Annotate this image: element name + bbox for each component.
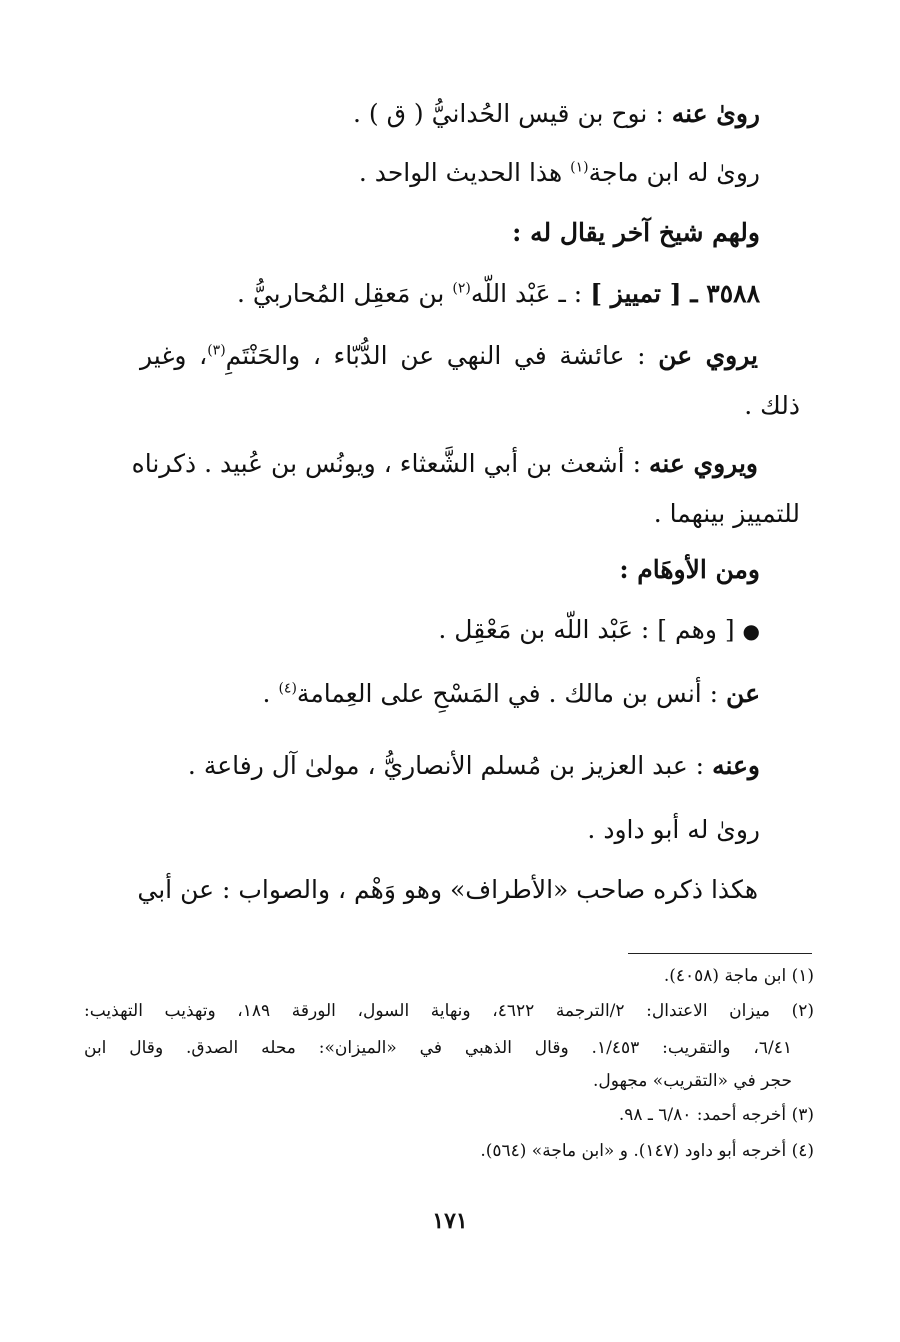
body-line-12 [137, 872, 758, 908]
footnote-text: حجر في «التقريب» مجهول. [592, 1071, 792, 1091]
footnote-text: ميزان الاعتدال: ٢/الترجمة ٤٦٢٢، ونهاية السول، الورقة ١٨٩، وتهذيب التهذيب: [84, 1001, 792, 1021]
line-text: : نوح بن قيس الحُدانيُّ ( ق ) . [352, 99, 672, 128]
footnote-4 [84, 1138, 814, 1164]
footnote-number: (٢) [791, 1001, 815, 1021]
line-text: : عائشة في النهي عن الدُّبّاء ، والحَنْتَمِ [225, 341, 659, 370]
footnote-text: أخرجه أبو داود (١٤٧). و «ابن ماجة» (٥٦٤). [480, 1141, 792, 1161]
body-line-6-cont [160, 496, 800, 532]
line-text: . [262, 679, 279, 708]
line-text: : عبد العزيز بن مُسلم الأنصاريُّ ، مولىٰ آل رفاعة . [187, 751, 713, 780]
footnote-number: (٣) [791, 1105, 814, 1125]
entry-heading-3588 [120, 276, 760, 312]
line-lead: ولهم شيخ آخر يقال له : [512, 218, 760, 247]
body-line-6 [131, 446, 758, 482]
body-line-11 [120, 812, 760, 848]
footnote-2-line-2 [84, 1035, 792, 1061]
footnote-number: (١) [791, 966, 814, 986]
body-line-10 [120, 748, 760, 784]
footnote-1 [84, 963, 814, 989]
line-text: رویٰ له ابن ماجة [588, 158, 760, 187]
footnote-marker-4[interactable]: (٤) [278, 680, 297, 697]
line-text: : أنس بن مالك . في المَسْحِ على العِمامة [296, 679, 727, 708]
line-text: هذا الحديث الواحد . [358, 158, 571, 187]
line-text: هكذا ذكره صاحب «الأطراف» وهو وَهْم ، والصواب : عن أبي [137, 875, 758, 904]
page-number: ١٧١ [432, 1208, 468, 1234]
line-lead: يروي عن [658, 341, 759, 370]
footnote-marker-2[interactable]: (٢) [452, 280, 471, 297]
line-text: رویٰ له أبو داود . [587, 815, 760, 844]
entry-number: ٣٥٨٨ ـ [ تمييز ] [590, 279, 760, 308]
footnote-separator [628, 953, 812, 954]
line-text: : ـ عَبْد اللّه [470, 279, 591, 308]
footnote-number: (٤) [791, 1141, 814, 1161]
line-lead: وعنه [712, 751, 760, 780]
line-text: للتمييز بينهما . [653, 499, 800, 528]
footnote-marker-1[interactable]: (١) [570, 159, 589, 176]
section-heading: ومن الأوهَام : [619, 555, 760, 584]
line-lead: رویٰ عنه [671, 99, 760, 128]
section-heading-awham [120, 552, 760, 588]
footnote-2 [84, 998, 814, 1024]
footnote-text: ابن ماجة (٤٠٥٨). [663, 966, 792, 986]
body-line-5 [140, 338, 758, 374]
footnote-text: أخرجه أحمد: ٦/٨٠ ـ ٩٨. [618, 1105, 792, 1125]
footnote-text: ٦/٤١، والتقريب: ١/٤٥٣. وقال الذهبي في «الميزان»: محله الصدق. وقال ابن [84, 1038, 792, 1058]
line-lead: عن [726, 679, 760, 708]
bullet-icon: ● [742, 619, 760, 643]
body-line-5-cont [160, 388, 800, 424]
body-line-9 [120, 676, 760, 712]
line-text: ، وغير [140, 341, 208, 370]
line-text: : أشعث بن أبي الشَّعثاء ، ويونُس بن عُبيد . ذكرناه [131, 449, 649, 478]
footnote-3 [84, 1102, 814, 1128]
line-lead: ويروي عنه [648, 449, 758, 478]
body-line-2 [120, 155, 760, 191]
line-text: [ وهم ] : عَبْد اللّه بن مَعْقِل . [438, 615, 743, 644]
body-line-3 [120, 215, 760, 251]
body-line-1 [120, 96, 760, 132]
footnote-marker-3[interactable]: (٣) [207, 342, 226, 359]
footnote-2-line-3 [84, 1068, 792, 1094]
line-text: ذلك . [744, 391, 800, 420]
body-line-8 [120, 612, 760, 648]
line-text: بن مَعقِل المُحاربيُّ . [236, 279, 453, 308]
